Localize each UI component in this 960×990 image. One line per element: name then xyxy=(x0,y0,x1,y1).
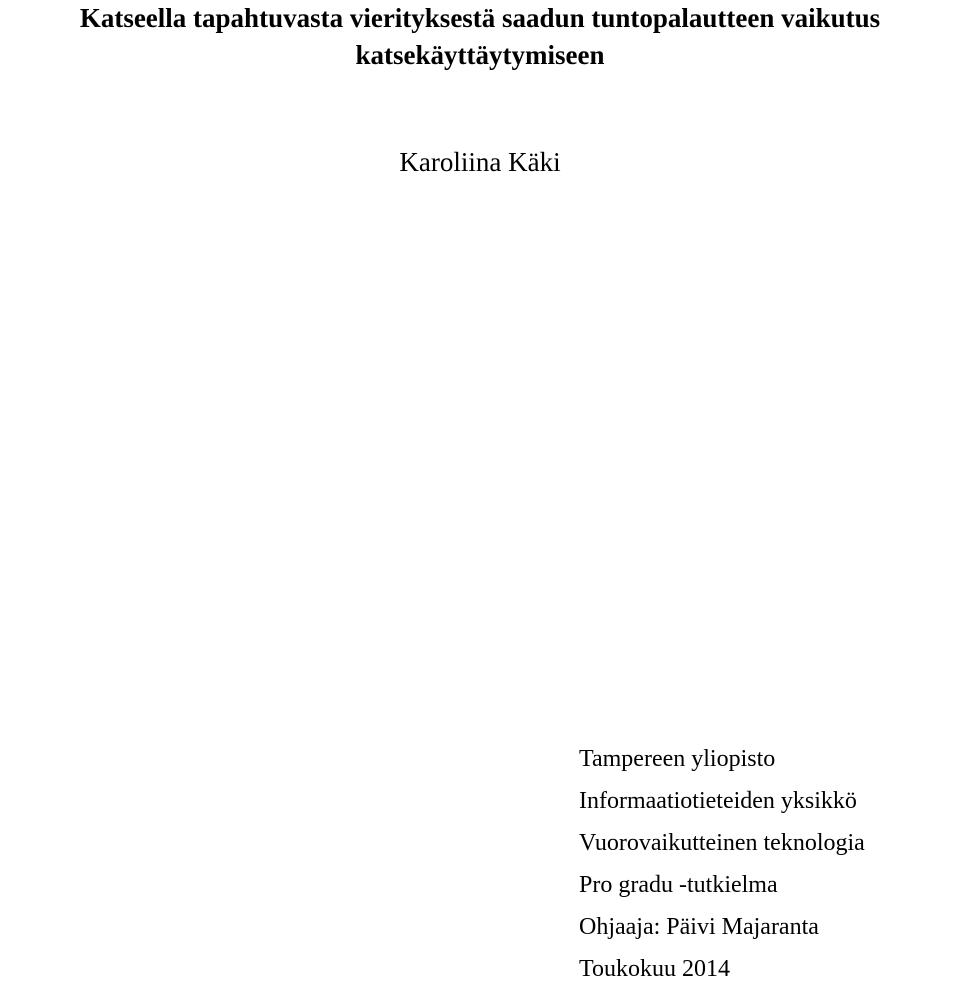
thesis-title xyxy=(0,0,960,74)
thesis-type: Pro gradu -tutkielma xyxy=(579,872,778,898)
thesis-title-line-2: katsekäyttäytymiseen xyxy=(355,40,605,70)
publication-date: Toukokuu 2014 xyxy=(579,956,730,982)
thesis-title-line-1: Katseella tapahtuvasta vierityksestä saadun tuntopalautteen vaikutus xyxy=(79,3,881,33)
thesis-info-block xyxy=(579,738,865,990)
university-name: Tampereen yliopisto xyxy=(579,746,776,772)
program-name: Vuorovaikutteinen teknologia xyxy=(579,830,865,856)
unit-name: Informaatiotieteiden yksikkö xyxy=(579,788,857,814)
supervisor: Ohjaaja: Päivi Majaranta xyxy=(579,914,819,940)
author-name: Karoliina Käki xyxy=(399,147,561,177)
